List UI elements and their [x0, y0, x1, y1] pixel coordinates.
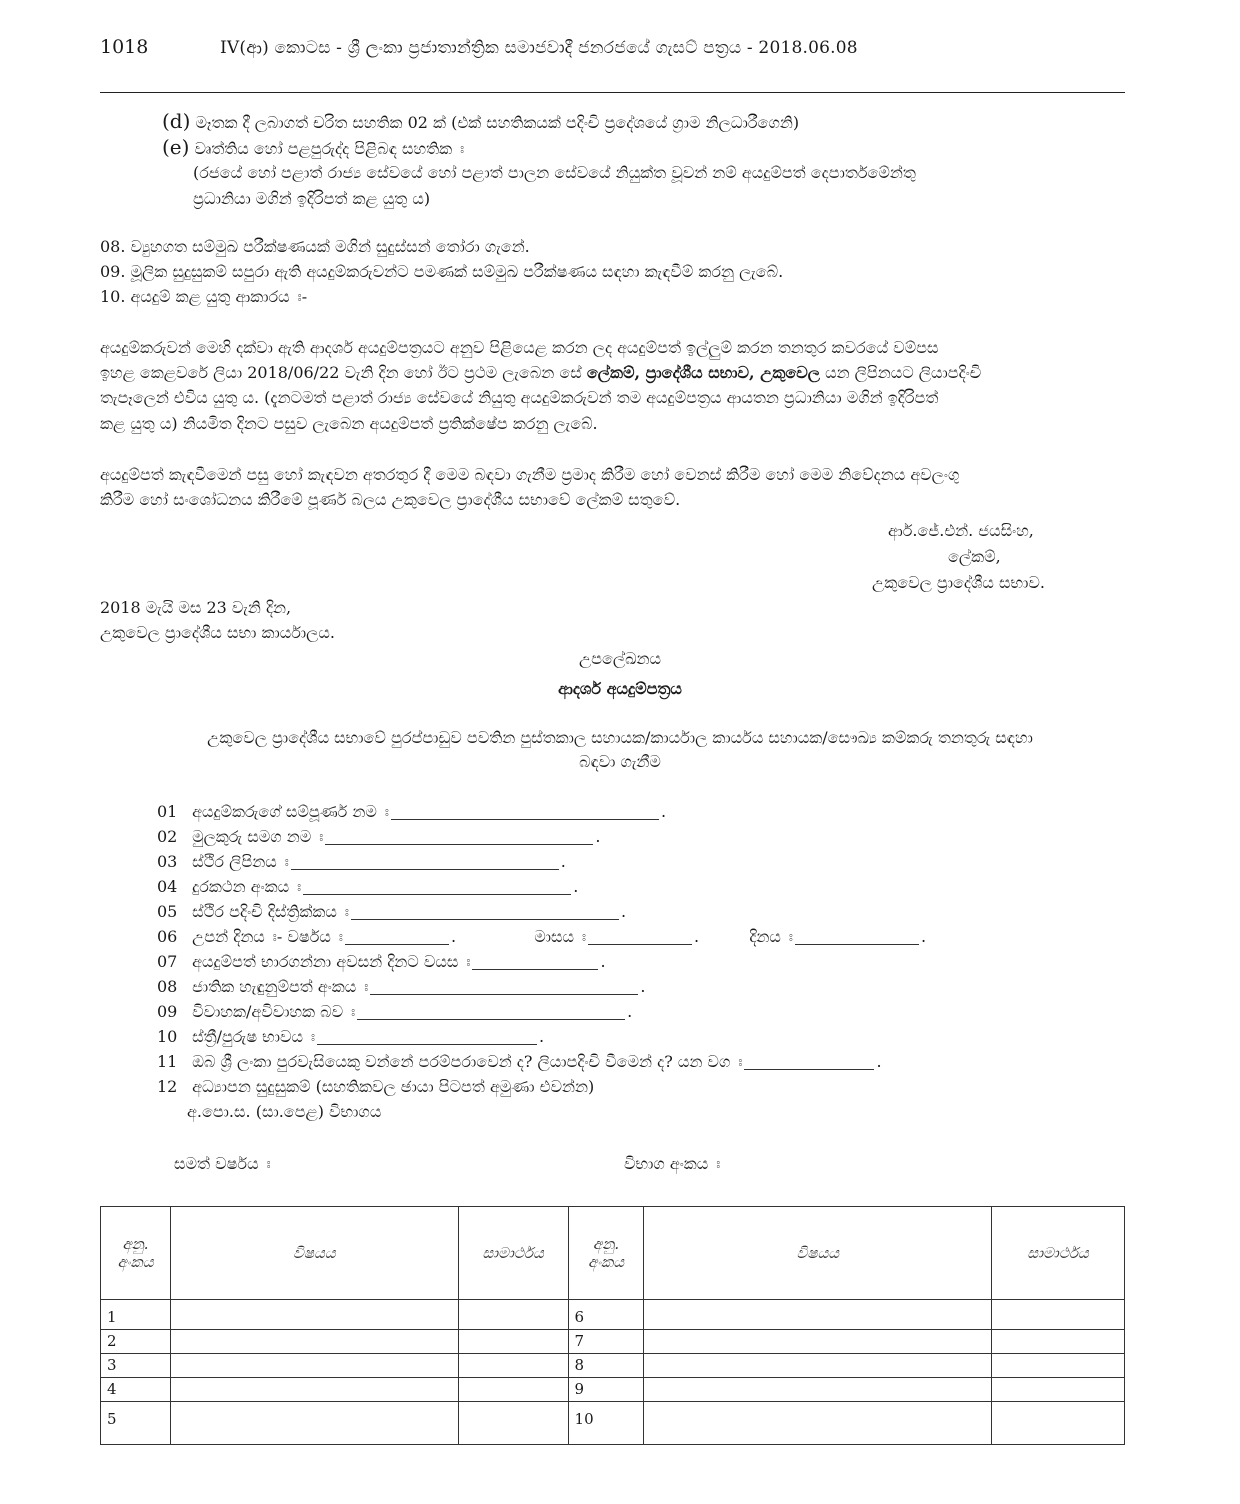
field-blank[interactable] [472, 955, 598, 970]
field-blank[interactable] [291, 855, 559, 870]
field-blank[interactable] [370, 980, 638, 995]
form-field-02: 02 මුලකුරු සමග නම ඃ . [157, 824, 600, 850]
table-row [101, 1378, 1125, 1402]
field-blank[interactable] [317, 1030, 537, 1045]
field-label: විවාහක/අවිවාහක බව ඃ [192, 1002, 356, 1021]
field-number: 03 [157, 852, 178, 871]
numbered-item-08: 08. ව්‍යුහගත සම්මුඛ පරීක්ෂණයක් මගින් සුදුස්සන් තෝරා ගැනේ. [100, 237, 530, 256]
field-label: අයදුම්කරුගේ සම්පූර්ණ නම ඃ [192, 802, 389, 821]
field-number: 01 [157, 802, 178, 821]
subject-cell[interactable] [644, 1330, 992, 1354]
field-label: ස්ත්‍රී/පුරුෂ භාවය ඃ [192, 1027, 316, 1046]
para1-text: ඉහළ කෙළවරේ ලියා 2018/06/22 වැනි දින හෝ ඊට ප්‍රථම ලැබෙන සේ [100, 363, 587, 382]
para1-address: ලේකම්, ප්‍රාදේශීය සභාව, උකුවෙල [586, 363, 821, 382]
field-number: 05 [157, 902, 178, 921]
row-number: 5 [101, 1402, 171, 1445]
numbered-item-10: 10. අයදුම් කළ යුතු ආකාරය ඃ- [100, 287, 308, 306]
form-subtitle: බඳවා ගැනීම [579, 752, 661, 771]
subject-cell[interactable] [170, 1402, 458, 1445]
page-number: 1018 [100, 36, 149, 58]
form-subtitle: උකුවෙල ප්‍රාදේශීය සභාවේ පුරප්පාඩුව පවතින පුස්තකාල සහායක/කාර්යාල කාර්යය සහායක/සෞඛ්‍ය කම්කරු තනතුරු සඳහා [207, 728, 1033, 747]
list-note-line: ප්‍රධානියා මගින් ඉදිරිපත් කළ යුතු ය) [193, 189, 431, 208]
form-field-10: 10 ස්ත්‍රී/පුරුෂ භාවය ඃ . [157, 1024, 544, 1050]
row-number: 7 [568, 1330, 644, 1354]
form-field-06: 06 උපන් දිනය ඃ- වර්ෂය ඃ . මාසය ඃ . දිනය ඃ . [157, 924, 926, 950]
subject-cell[interactable] [644, 1378, 992, 1402]
col-header-index: අනු. අංකය [568, 1207, 644, 1300]
para2-line: අයදුම්පත් කැඳවීමෙන් පසු හෝ කැඳවන අතරතුර දී මෙම බඳවා ගැනීම ප්‍රමාද කිරීම හෝ වෙනස් කිරීම හෝ මෙම නිවේදනය අවලංගු [100, 465, 960, 484]
list-note-line: (රජයේ හෝ පළාත් රාජ්‍ය සේවයේ හෝ පළාත් පාලන සේවයේ නියුක්ත වූවන් නම් අයදුම්පත් දෙපාර්තමේන්තු [193, 163, 916, 182]
field-number: 11 [157, 1052, 178, 1071]
row-number: 2 [101, 1330, 171, 1354]
form-field-09: 09 විවාහක/අවිවාහක බව ඃ . [157, 999, 632, 1025]
list-item-e [162, 134, 464, 162]
field-number: 04 [157, 877, 178, 896]
para1-text: යන ලිපිනයට ලියාපදිංචි [820, 363, 982, 382]
list-item-d [162, 108, 799, 136]
para1-line [100, 360, 981, 386]
row-number: 10 [568, 1402, 644, 1445]
notice-date: 2018 මැයි මස 23 වැනි දින, [100, 598, 292, 617]
field-blank[interactable] [325, 830, 593, 845]
field-blank[interactable] [303, 880, 571, 895]
exam-label: අ.පො.ස. (සා.පෙළ) විභාගය [187, 1102, 382, 1121]
row-number: 4 [101, 1378, 171, 1402]
grade-cell[interactable] [992, 1330, 1125, 1354]
form-field-11: 11 ඔබ ශ්‍රී ලංකා පුරවැසියෙකු වන්නේ පරම්පරාවෙන් ද? ලියාපදිංචි වීමෙන් ද? යන වග ඃ . [157, 1049, 882, 1075]
field-blank[interactable] [357, 1005, 625, 1020]
field-label: ඔබ ශ්‍රී ලංකා පුරවැසියෙකු වන්නේ පරම්පරාවෙන් ද? ලියාපදිංචි වීමෙන් ද? යන වග ඃ [192, 1052, 743, 1071]
para2-line: කිරීම හෝ සංශෝධනය කිරීමේ පූර්ණ බලය උකුවෙල ප්‍රාදේශීය සභාවේ ලේකම් සතුවේ. [100, 490, 681, 509]
form-field-04: 04 දුරකථන අංකය ඃ . [157, 874, 578, 900]
table-row [101, 1330, 1125, 1354]
subject-cell[interactable] [170, 1300, 458, 1330]
field-blank-day[interactable] [795, 930, 919, 945]
subject-cell[interactable] [170, 1354, 458, 1378]
field-label-day: දිනය ඃ [749, 927, 793, 946]
field-blank[interactable] [351, 905, 619, 920]
signatory-designation: ලේකම්, [948, 547, 1001, 566]
field-number: 07 [157, 952, 178, 971]
form-field-05: 05 ස්ථිර පදිංචි දිස්ත්‍රික්කය ඃ . [157, 899, 626, 925]
gazette-title: IV(ආ) කොටස - ශ්‍රී ලංකා ප්‍රජාතාන්ත්‍රික සමාජවාදී ජනරජයේ ගැසට් පත්‍රය - 2018.06.08 [220, 38, 858, 58]
field-number: 10 [157, 1027, 178, 1046]
subject-cell[interactable] [644, 1300, 992, 1330]
field-number: 06 [157, 927, 178, 946]
pass-year-label: සමත් වර්ෂය ඃ [174, 1154, 271, 1173]
field-label: ස්ථිර පදිංචි දිස්ත්‍රික්කය ඃ [192, 902, 349, 921]
results-table [100, 1206, 1125, 1445]
field-number: 09 [157, 1002, 178, 1021]
grade-cell[interactable] [458, 1402, 568, 1445]
para1-line: කළ යුතු ය) නියමිත දිනට පසුව ලැබෙන අයදුම්පත් ප්‍රතික්ෂේප කරනු ලැබේ. [100, 414, 598, 433]
header-rule [100, 92, 1125, 93]
grade-cell[interactable] [992, 1300, 1125, 1330]
subject-cell[interactable] [170, 1378, 458, 1402]
subject-cell[interactable] [644, 1402, 992, 1445]
grade-cell[interactable] [458, 1300, 568, 1330]
list-letter: (d) [162, 109, 191, 133]
form-field-01: 01 අයදුම්කරුගේ සම්පූර්ණ නම ඃ . [157, 799, 666, 825]
row-number: 8 [568, 1354, 644, 1378]
field-number: 12 [157, 1077, 178, 1096]
grade-cell[interactable] [458, 1354, 568, 1378]
page-header [100, 36, 1125, 86]
list-text: වෘත්තිය හෝ පළපුරුද්ද පිළිබඳ සහතික ඃ [194, 139, 465, 158]
table-row [101, 1402, 1125, 1445]
numbered-item-09: 09. මූලික සුදුසුකම් සපුරා ඇති අයදුම්කරුවන්ට පමණක් සම්මුඛ පරීක්ෂණය සඳහා කැඳවීම් කරනු ලැබේ. [100, 262, 784, 281]
field-blank-month[interactable] [588, 930, 692, 945]
col-header-subject: විෂයය [170, 1207, 458, 1300]
field-label: අධ්‍යාපන සුදුසුකම් (සහතිකවල ඡායා පිටපත් අමුණා එවන්න) [192, 1077, 595, 1096]
field-blank[interactable] [744, 1055, 874, 1070]
table-header-row [101, 1207, 1125, 1300]
field-label: ස්ථිර ලිපිනය ඃ [192, 852, 289, 871]
col-header-index: අනු. අංකය [101, 1207, 171, 1300]
list-letter: (e) [162, 135, 190, 159]
list-text: මෑතක දී ලබාගත් චරිත සහතික 02 ක් (එක් සහතිකයක් පදිංචි ප්‍රදේශයේ ග්‍රාම නිලධාරීගෙනි) [195, 113, 800, 132]
subject-cell[interactable] [644, 1354, 992, 1378]
form-field-08: 08 ජාතික හැඳුනුම්පත් අංකය ඃ . [157, 974, 645, 1000]
form-field-03: 03 ස්ථිර ලිපිනය ඃ . [157, 849, 566, 875]
col-header-grade: සාමාර්ථය [992, 1207, 1125, 1300]
field-number: 02 [157, 827, 178, 846]
field-label: අයදුම්පත් භාරගන්නා අවසන් දිනට වයස ඃ [192, 952, 471, 971]
field-label-month: මාසය ඃ [534, 927, 587, 946]
form-title: ආදර්ශ අයදුම්පත්‍රය [558, 679, 682, 698]
para1-line: අයදුම්කරුවන් මෙහි දක්වා ඇති ආදර්ශ අයදුම්පත්‍රයට අනුව පිළියෙළ කරන ලද අයදුම්පත් ඉල්ලුම් කරන තනතුර කවරයේ වම්පස [100, 338, 939, 357]
row-number: 3 [101, 1354, 171, 1378]
field-label: ජාතික හැඳුනුම්පත් අංකය ඃ [192, 977, 369, 996]
field-blank-year[interactable] [345, 930, 449, 945]
grade-cell[interactable] [992, 1378, 1125, 1402]
field-label: දුරකථන අංකය ඃ [192, 877, 302, 896]
table-row [101, 1300, 1125, 1330]
row-number: 1 [101, 1300, 171, 1330]
notice-place: උකුවෙල ප්‍රාදේශීය සභා කාර්යාලය. [100, 623, 335, 642]
col-header-grade: සාමාර්ථය [458, 1207, 568, 1300]
grade-cell[interactable] [992, 1402, 1125, 1445]
col-header-subject: විෂයය [644, 1207, 992, 1300]
para1-line: තැපෑලෙන් එවිය යුතු ය. (දැනටමත් පළාත් රාජ්‍ය සේවයේ නියුතු අයදුම්කරුවන් තම අයදුම්පත්‍රය ආයතන ප්‍රධානියා මගින් ඉදිරිපත් [100, 388, 939, 407]
field-label: මුලකුරු සමග නම ඃ [192, 827, 324, 846]
row-number: 9 [568, 1378, 644, 1402]
grade-cell[interactable] [458, 1330, 568, 1354]
grade-cell[interactable] [458, 1378, 568, 1402]
subject-cell[interactable] [170, 1330, 458, 1354]
annex-title: උපලේඛනය [578, 649, 662, 668]
form-field-07: 07 අයදුම්පත් භාරගන්නා අවසන් දිනට වයස ඃ . [157, 949, 606, 975]
field-label: උපන් දිනය ඃ- වර්ෂය ඃ [192, 927, 343, 946]
field-blank[interactable] [391, 805, 659, 820]
signatory-office: උකුවෙල ප්‍රාදේශීය සභාව. [872, 573, 1045, 592]
grade-cell[interactable] [992, 1354, 1125, 1378]
row-number: 6 [568, 1300, 644, 1330]
form-field-12 [157, 1074, 594, 1100]
table-row [101, 1354, 1125, 1378]
exam-index-label: විභාග අංකය ඃ [624, 1154, 721, 1173]
field-number: 08 [157, 977, 178, 996]
signatory-name: ආර්.ජේ.එන්. ජයසිංහ, [888, 521, 1034, 540]
